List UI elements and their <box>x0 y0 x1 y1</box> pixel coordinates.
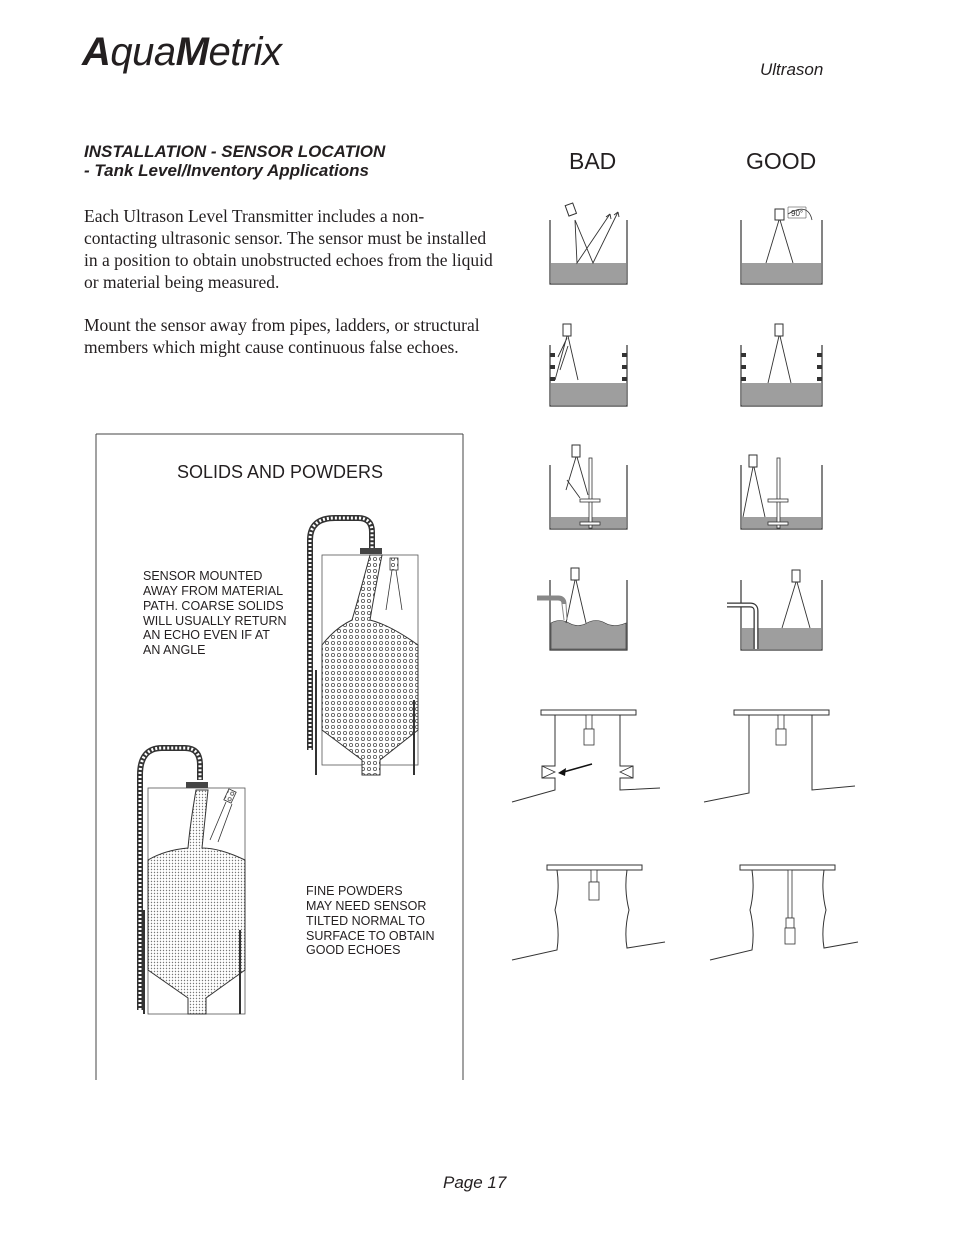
svg-text:GOOD ECHOES: GOOD ECHOES <box>306 943 401 957</box>
good-column-label: GOOD <box>746 148 817 174</box>
heading-line-2: - Tank Level/Inventory Applications <box>84 161 369 180</box>
paragraph-sensor-description: Each Ultrason Level Transmitter includes a non-contacting ultrasonic sensor. The sensor must be installed in a position to obtain unobstructed echoes from the liquid or material being measured. <box>84 206 493 292</box>
good-smooth-standpipe <box>704 710 855 802</box>
good-fill-pipe-tank <box>727 570 822 650</box>
heading-line-1: INSTALLATION - SENSOR LOCATION <box>84 142 386 161</box>
svg-text:WILL USUALLY RETURN: WILL USUALLY RETURN <box>143 614 287 628</box>
aquametrix-logo: AquaMetrix <box>82 30 282 74</box>
svg-text:MAY NEED SENSOR: MAY NEED SENSOR <box>306 899 427 913</box>
fine-powder-silo-drawing <box>140 748 245 1014</box>
section-heading <box>84 142 385 180</box>
angle-label: 90° <box>791 209 804 218</box>
svg-text:AWAY FROM MATERIAL: AWAY FROM MATERIAL <box>143 584 284 598</box>
good-extended-mount-nozzle <box>710 865 858 960</box>
product-name: Ultrason <box>760 60 824 79</box>
svg-text:AN ANGLE: AN ANGLE <box>143 643 206 657</box>
good-level-sensor-tank <box>741 207 822 284</box>
paragraph-mounting-advice: Mount the sensor away from pipes, ladders, or structural members which might cause continuous false echoes. <box>84 315 480 357</box>
solids-and-powders-panel <box>90 430 470 1085</box>
bad-good-comparison-diagrams <box>500 190 870 980</box>
bad-ladder-obstruction-tank <box>550 324 627 406</box>
bad-short-mount-nozzle <box>512 865 665 960</box>
svg-text:AN ECHO EVEN IF AT: AN ECHO EVEN IF AT <box>143 628 270 642</box>
bad-tilted-sensor-tank <box>550 203 627 284</box>
good-ladder-clear-tank <box>741 324 822 406</box>
svg-text:SURFACE TO OBTAIN: SURFACE TO OBTAIN <box>306 929 435 943</box>
coarse-solids-note <box>143 569 287 657</box>
svg-text:FINE POWDERS: FINE POWDERS <box>306 884 403 898</box>
fine-powder-note <box>306 884 435 957</box>
solids-panel-title: SOLIDS AND POWDERS <box>177 462 384 482</box>
svg-text:PATH. COARSE SOLIDS: PATH. COARSE SOLIDS <box>143 599 284 613</box>
bad-column-label: BAD <box>569 148 617 174</box>
svg-text:TILTED NORMAL TO: TILTED NORMAL TO <box>306 914 426 928</box>
good-agitator-clear-tank <box>741 455 822 529</box>
bad-agitator-obstruction-tank <box>550 445 627 529</box>
bad-standpipe-ledge <box>512 710 660 802</box>
svg-text:SENSOR MOUNTED: SENSOR MOUNTED <box>143 569 263 583</box>
page-number: Page 17 <box>443 1173 507 1192</box>
coarse-solids-silo-drawing <box>310 518 418 775</box>
bad-fill-stream-tank <box>537 568 627 650</box>
